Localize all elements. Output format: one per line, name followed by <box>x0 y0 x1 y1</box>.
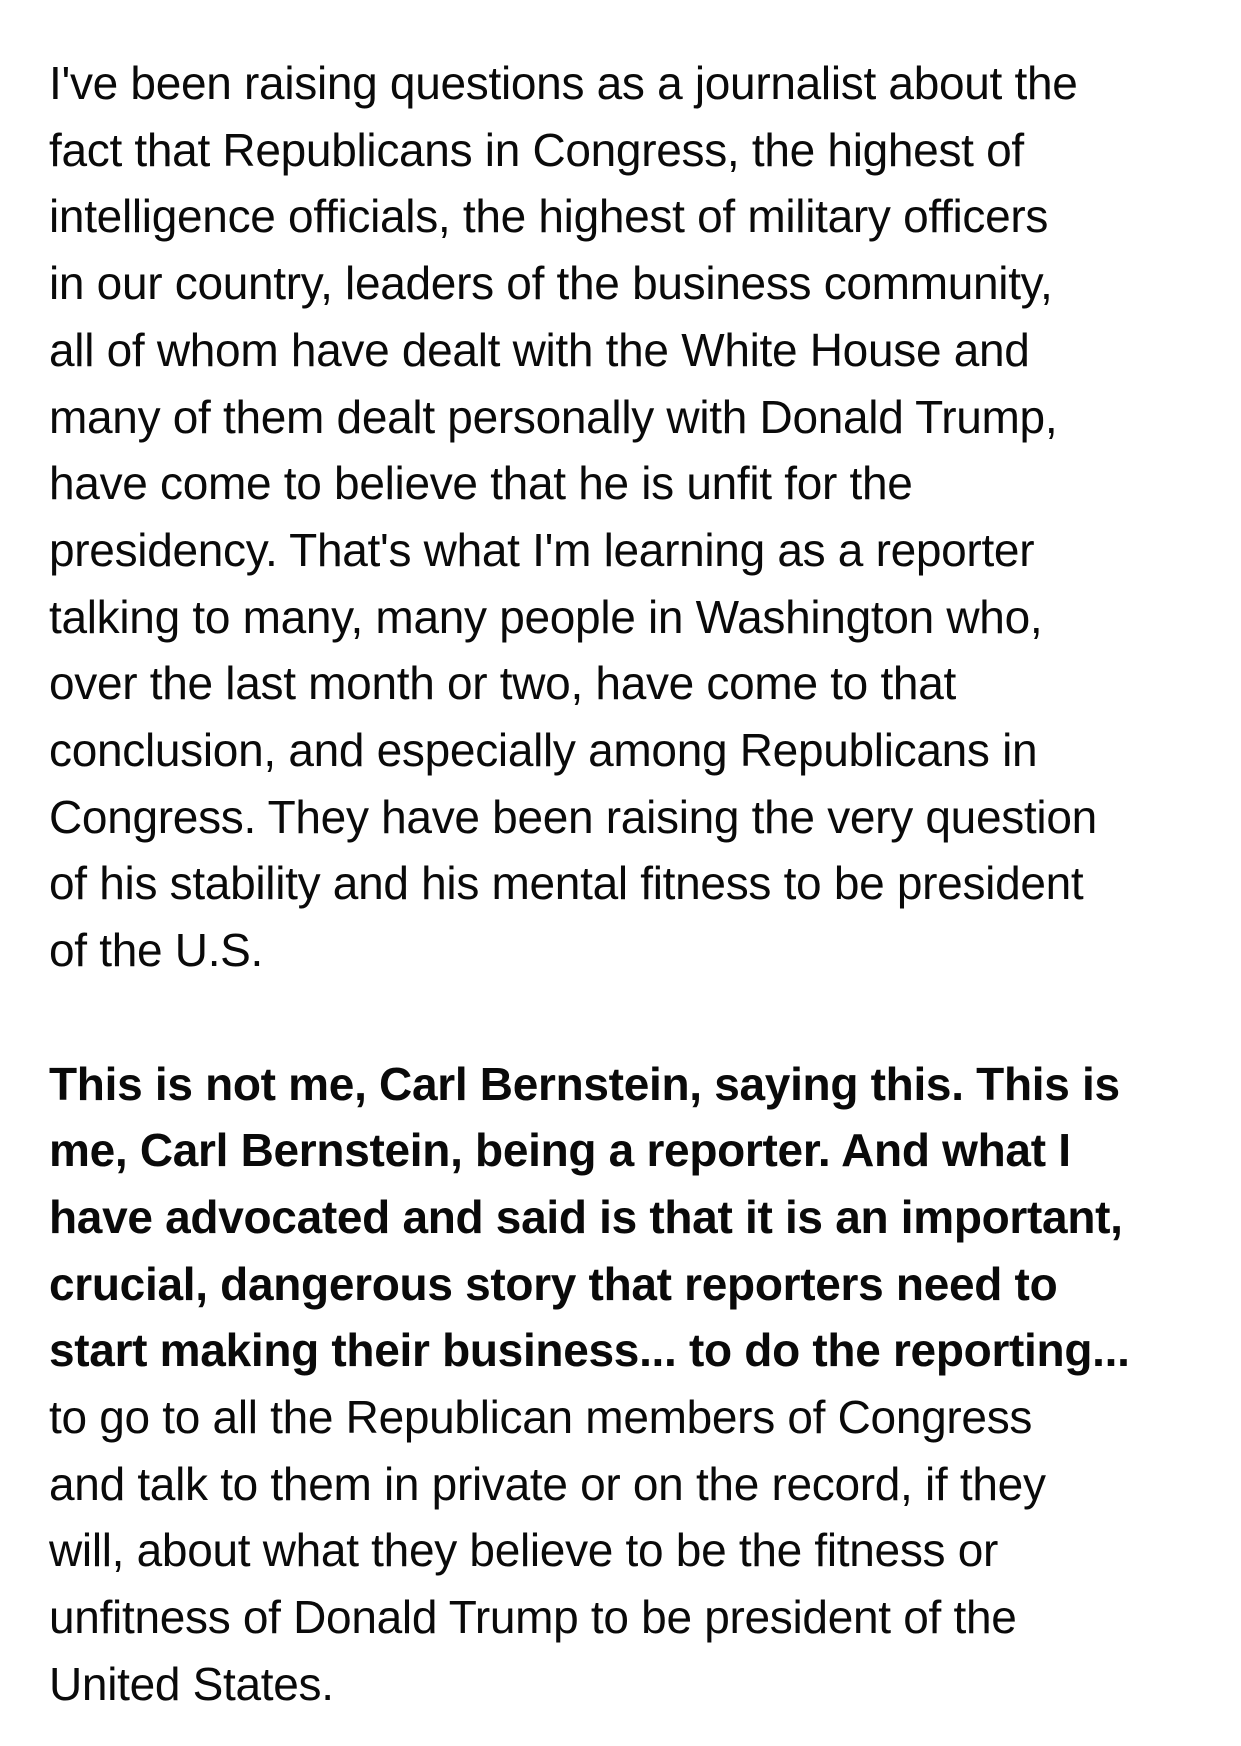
bold-text-line: crucial, dangerous story that reporters need to <box>49 1257 1058 1310</box>
text-line: conclusion, and especially among Republicans in <box>49 724 1038 777</box>
bold-text-line: start making their business... to do the reporting... <box>49 1324 1130 1377</box>
bold-text-line: me, Carl Bernstein, being a reporter. And what I <box>49 1124 1071 1177</box>
text-line: all of whom have dealt with the White House and <box>49 323 1030 376</box>
text-line: intelligence officials, the highest of military officers <box>49 190 1049 243</box>
text-line: fact that Republicans in Congress, the highest of <box>49 123 1024 176</box>
text-line: unfitness of Donald Trump to be president of the <box>49 1591 1017 1644</box>
text-line: will, about what they believe to be the fitness or <box>49 1524 999 1577</box>
text-line: in our country, leaders of the business community, <box>49 257 1053 310</box>
text-line: to go to all the Republican members of Congress <box>49 1391 1033 1444</box>
text-line: of the U.S. <box>49 924 264 977</box>
text-line: talking to many, many people in Washington who, <box>49 590 1043 643</box>
paragraph-gap <box>49 984 1219 1051</box>
text-line: I've been raising questions as a journalist about the <box>49 57 1078 109</box>
paragraph-1 <box>49 50 1219 984</box>
paragraph-2 <box>49 1051 1219 1718</box>
text-line: many of them dealt personally with Donald Trump, <box>49 390 1058 443</box>
text-line: presidency. That's what I'm learning as a reporter <box>49 523 1035 576</box>
text-line: have come to believe that he is unfit for the <box>49 457 913 510</box>
bold-text-line: This is not me, Carl Bernstein, saying this. This is <box>49 1057 1120 1110</box>
text-line: over the last month or two, have come to that <box>49 657 956 710</box>
text-line: of his stability and his mental fitness to be president <box>49 857 1084 910</box>
text-line: United States. <box>49 1657 334 1710</box>
text-line: Congress. They have been raising the very question <box>49 790 1097 843</box>
note-text <box>49 50 1219 1718</box>
text-line: and talk to them in private or on the record, if they <box>49 1457 1046 1510</box>
bold-text-line: have advocated and said is that it is an important, <box>49 1190 1123 1243</box>
